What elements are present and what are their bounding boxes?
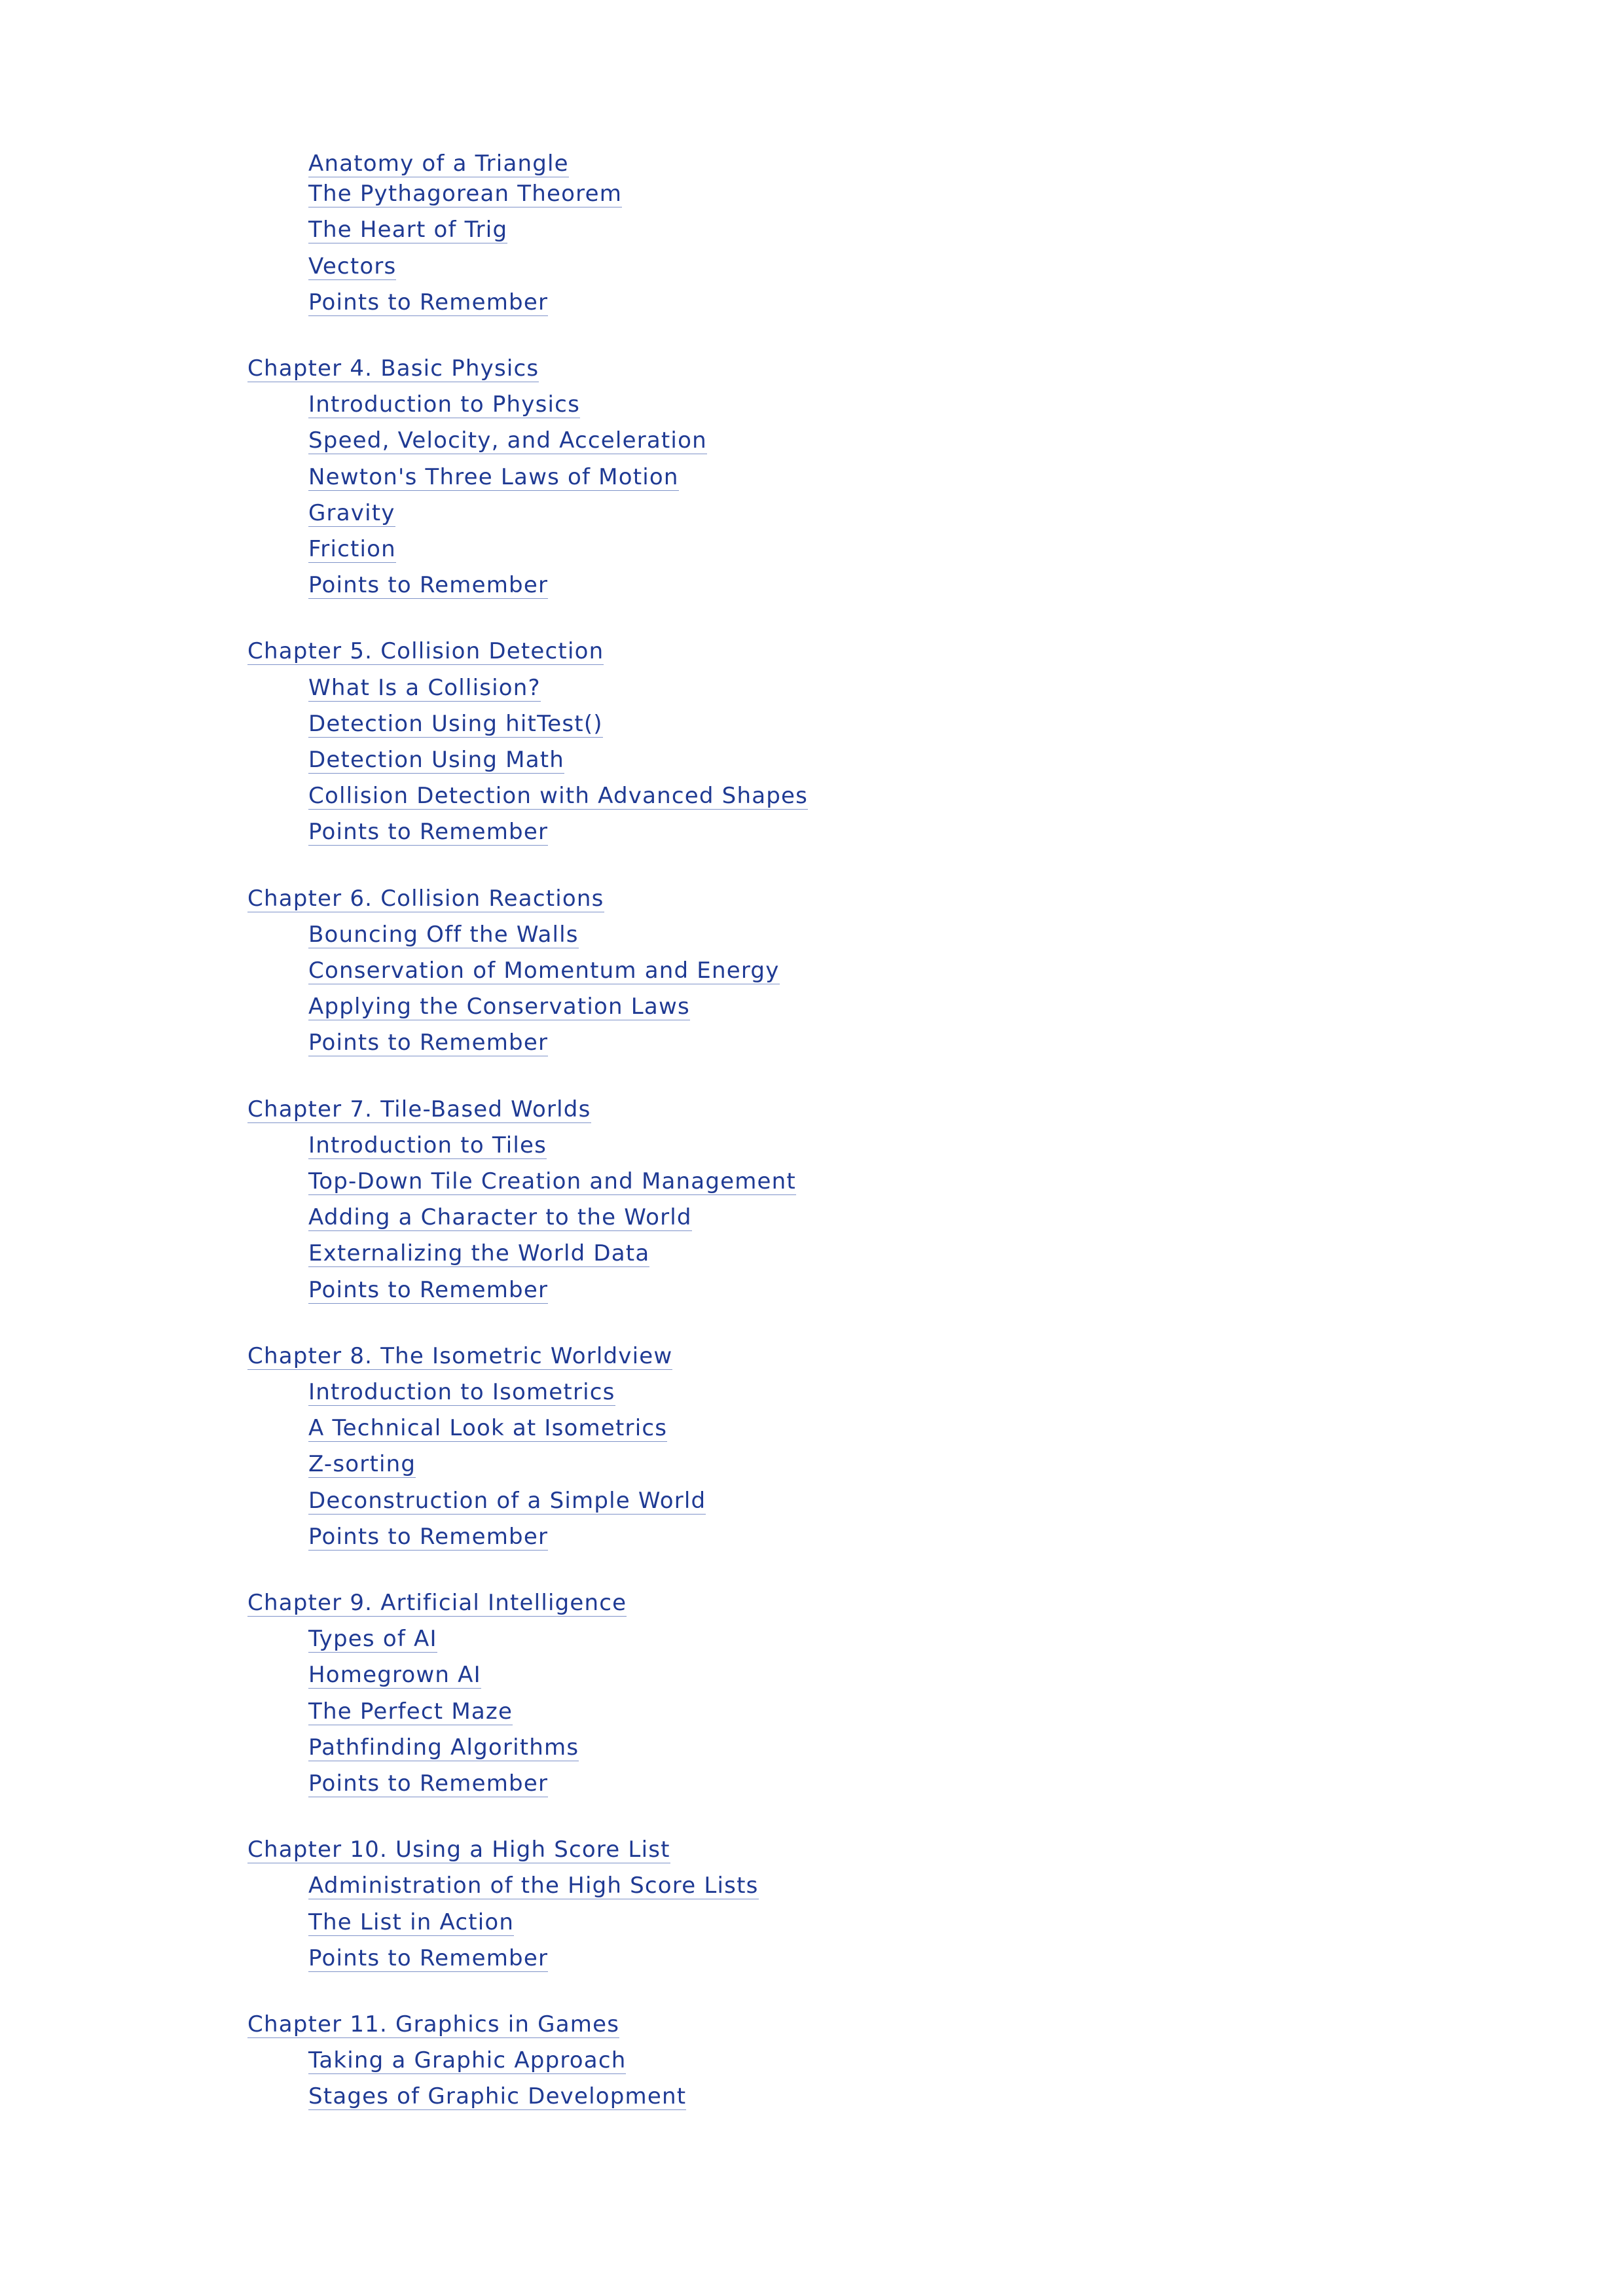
toc-section-link[interactable]: Externalizing the World Data — [308, 1240, 650, 1266]
toc-section-link[interactable]: Points to Remember — [308, 1030, 549, 1056]
toc-section-link[interactable]: Taking a Graphic Approach — [308, 2047, 627, 2073]
toc-section-link[interactable]: Conservation of Momentum and Energy — [308, 958, 780, 984]
toc-chapter-link[interactable]: Chapter 6. Collision Reactions — [247, 886, 604, 912]
toc-section-link[interactable]: Adding a Character to the World — [308, 1204, 692, 1230]
toc-section-link[interactable]: Points to Remember — [308, 289, 549, 315]
toc-section-link[interactable]: A Technical Look at Isometrics — [308, 1415, 668, 1441]
toc-section-link[interactable]: Points to Remember — [308, 819, 549, 845]
toc-section-link[interactable]: What Is a Collision? — [308, 675, 541, 701]
toc-chapter-link[interactable]: Chapter 11. Graphics in Games — [247, 2011, 620, 2037]
toc-section-link[interactable]: The Perfect Maze — [308, 1698, 513, 1725]
toc-section-link[interactable]: Speed, Velocity, and Acceleration — [308, 427, 707, 454]
toc-section-link[interactable]: Stages of Graphic Development — [308, 2083, 687, 2109]
toc-section-link[interactable]: Introduction to Tiles — [308, 1132, 547, 1158]
toc-section-link[interactable]: Anatomy of a Triangle — [308, 151, 569, 177]
toc-chapter-link[interactable]: Chapter 9. Artificial Intelligence — [247, 1590, 627, 1616]
toc-section-link[interactable]: Collision Detection with Advanced Shapes — [308, 783, 809, 809]
toc-chapter-link[interactable]: Chapter 4. Basic Physics — [247, 355, 539, 382]
toc-section-link[interactable]: The List in Action — [308, 1909, 515, 1935]
toc-section-link[interactable]: The Pythagorean Theorem — [308, 181, 623, 207]
toc-section-link[interactable]: Bouncing Off the Walls — [308, 922, 579, 948]
toc-section-link[interactable]: Detection Using Math — [308, 747, 565, 773]
toc-section-link[interactable]: Top-Down Tile Creation and Management — [308, 1168, 796, 1194]
toc-section-link[interactable]: Applying the Conservation Laws — [308, 994, 690, 1020]
toc-chapter-link[interactable]: Chapter 10. Using a High Score List — [247, 1837, 670, 1863]
toc-section-link[interactable]: Points to Remember — [308, 1277, 549, 1303]
toc-section-link[interactable]: Points to Remember — [308, 1524, 549, 1550]
toc-section-link[interactable]: Z-sorting — [308, 1451, 416, 1477]
toc-section-link[interactable]: Vectors — [308, 253, 397, 279]
toc-section-link[interactable]: Points to Remember — [308, 1945, 549, 1971]
toc-chapter-link[interactable]: Chapter 8. The Isometric Worldview — [247, 1343, 673, 1369]
toc-section-link[interactable]: Points to Remember — [308, 572, 549, 598]
toc-section-link[interactable]: Deconstruction of a Simple World — [308, 1488, 706, 1514]
toc-section-link[interactable]: Friction — [308, 536, 396, 562]
toc-chapter-link[interactable]: Chapter 5. Collision Detection — [247, 638, 604, 664]
toc-section-link[interactable]: Newton's Three Laws of Motion — [308, 464, 679, 490]
toc-section-link[interactable]: Types of AI — [308, 1626, 437, 1652]
toc-section-link[interactable]: Gravity — [308, 500, 395, 526]
toc-chapter-link[interactable]: Chapter 7. Tile-Based Worlds — [247, 1096, 591, 1122]
toc-section-link[interactable]: Administration of the High Score Lists — [308, 1873, 759, 1899]
toc-section-link[interactable]: The Heart of Trig — [308, 217, 508, 243]
toc-section-link[interactable]: Introduction to Physics — [308, 391, 580, 418]
toc-section-link[interactable]: Detection Using hitTest() — [308, 711, 603, 737]
toc-section-link[interactable]: Introduction to Isometrics — [308, 1379, 615, 1405]
toc-section-link[interactable]: Pathfinding Algorithms — [308, 1734, 579, 1761]
toc-section-link[interactable]: Homegrown AI — [308, 1662, 481, 1688]
toc-section-link[interactable]: Points to Remember — [308, 1770, 549, 1797]
